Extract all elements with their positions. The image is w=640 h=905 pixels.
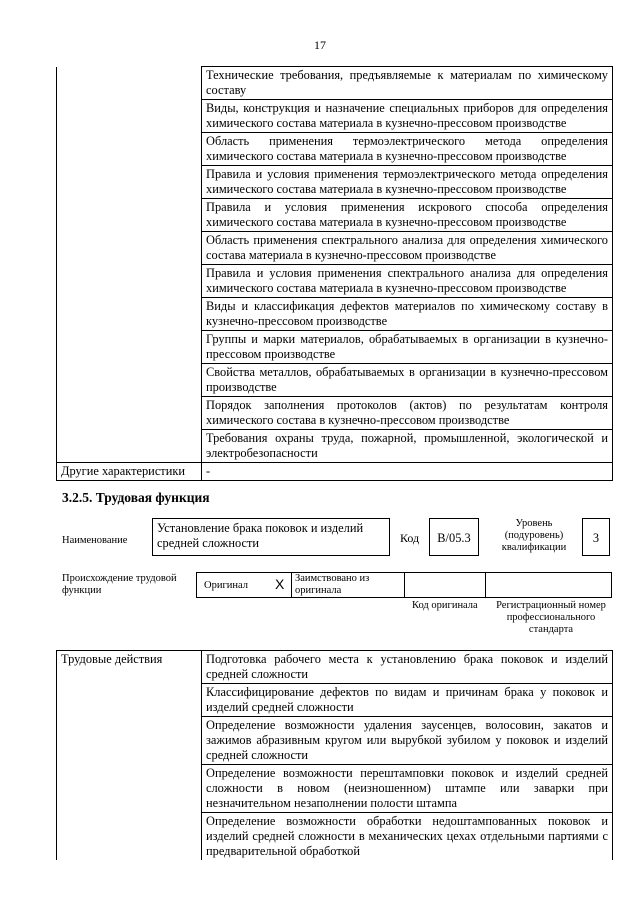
knowledge-label-cell — [57, 67, 202, 463]
table-row: Определение возможности удаления заусенцев, волосовин, закатов и зажимов абразивным кругом или вырубкой зубилом у поковок и изделий средней сложности — [202, 717, 613, 765]
name-label: Наименование — [62, 535, 128, 546]
original-cell — [196, 572, 292, 598]
borrowed-label: Заимствовано из оригинала — [295, 573, 370, 596]
table-row: Определение возможности обработки недоштампованных поковок и изделий средней сложности в механических цехах отдельными партиями с предварительной обработкой — [202, 813, 613, 861]
original-label: Оригинал — [204, 580, 248, 591]
table-row: Группы и марки материалов, обрабатываемых в организации в кузнечно-прессовом производстве — [202, 331, 613, 364]
table-row: Область применения термоэлектрического метода определения химического состава материала в кузнечно-прессовом производстве — [202, 133, 613, 166]
table-row: Технические требования, предъявляемые к материалам по химическому составу — [202, 67, 613, 100]
origin-label: Происхождение трудовой функции — [62, 573, 177, 596]
original-mark: X — [275, 576, 285, 592]
table-row: Правила и условия применения спектрального анализа для определения химического состава материала в кузнечно-прессовом производстве — [202, 265, 613, 298]
origin-row — [196, 572, 612, 598]
code-label: Код — [400, 531, 420, 545]
other-characteristics-label: Другие характеристики — [57, 463, 202, 481]
table-row: Правила и условия применения искрового способа определения химического состава материала в кузнечно-прессовом производстве — [202, 199, 613, 232]
function-name-box: Установление брака поковок и изделий средней сложности — [152, 518, 390, 556]
table-row: Виды, конструкция и назначение специальных приборов для определения химического состава материала в кузнечно-прессовом производстве — [202, 100, 613, 133]
table-row: Виды и классификация дефектов материалов по химическому составу в кузнечно-прессовом производстве — [202, 298, 613, 331]
other-characteristics-value: - — [202, 463, 613, 481]
table-row: Область применения спектрального анализа для определения химического состава материала в кузнечно-прессовом производстве — [202, 232, 613, 265]
level-box: 3 — [582, 518, 610, 556]
level-label: Уровень (подуровень) квалификации — [501, 518, 567, 553]
function-code-box: В/05.3 — [429, 518, 479, 556]
table-row: Требования охраны труда, пожарной, промышленной, экологической и электробезопасности — [202, 430, 613, 463]
labor-actions-table — [56, 650, 613, 860]
table-row: Подготовка рабочего места к установлению брака поковок и изделий средней сложности — [202, 651, 613, 684]
code-original-label: Код оригинала — [412, 600, 478, 611]
reg-number-cell — [485, 572, 612, 598]
section-title: 3.2.5. Трудовая функция — [62, 490, 210, 505]
table-row: Порядок заполнения протоколов (актов) по результатам контроля химического состава в кузнечно-прессовом производстве — [202, 397, 613, 430]
reg-number-label: Регистрационный номер профессионального стандарта — [496, 600, 606, 635]
code-original-cell — [404, 572, 486, 598]
table-row: Определение возможности перештамповки поковок и изделий средней сложности в новом (неизношенном) штампе или заварки при незначительном незаполнении полости штампа — [202, 765, 613, 813]
labor-actions-label: Трудовые действия — [57, 651, 202, 861]
knowledge-table — [56, 66, 613, 481]
page-number: 17 — [314, 38, 326, 52]
borrowed-cell — [291, 572, 405, 598]
table-row: Правила и условия применения термоэлектрического метода определения химического состава материала в кузнечно-прессовом производстве — [202, 166, 613, 199]
table-row: Классифицирование дефектов по видам и причинам брака у поковок и изделий средней сложности — [202, 684, 613, 717]
table-row: Свойства металлов, обрабатываемых в организации в кузнечно-прессовом производстве — [202, 364, 613, 397]
